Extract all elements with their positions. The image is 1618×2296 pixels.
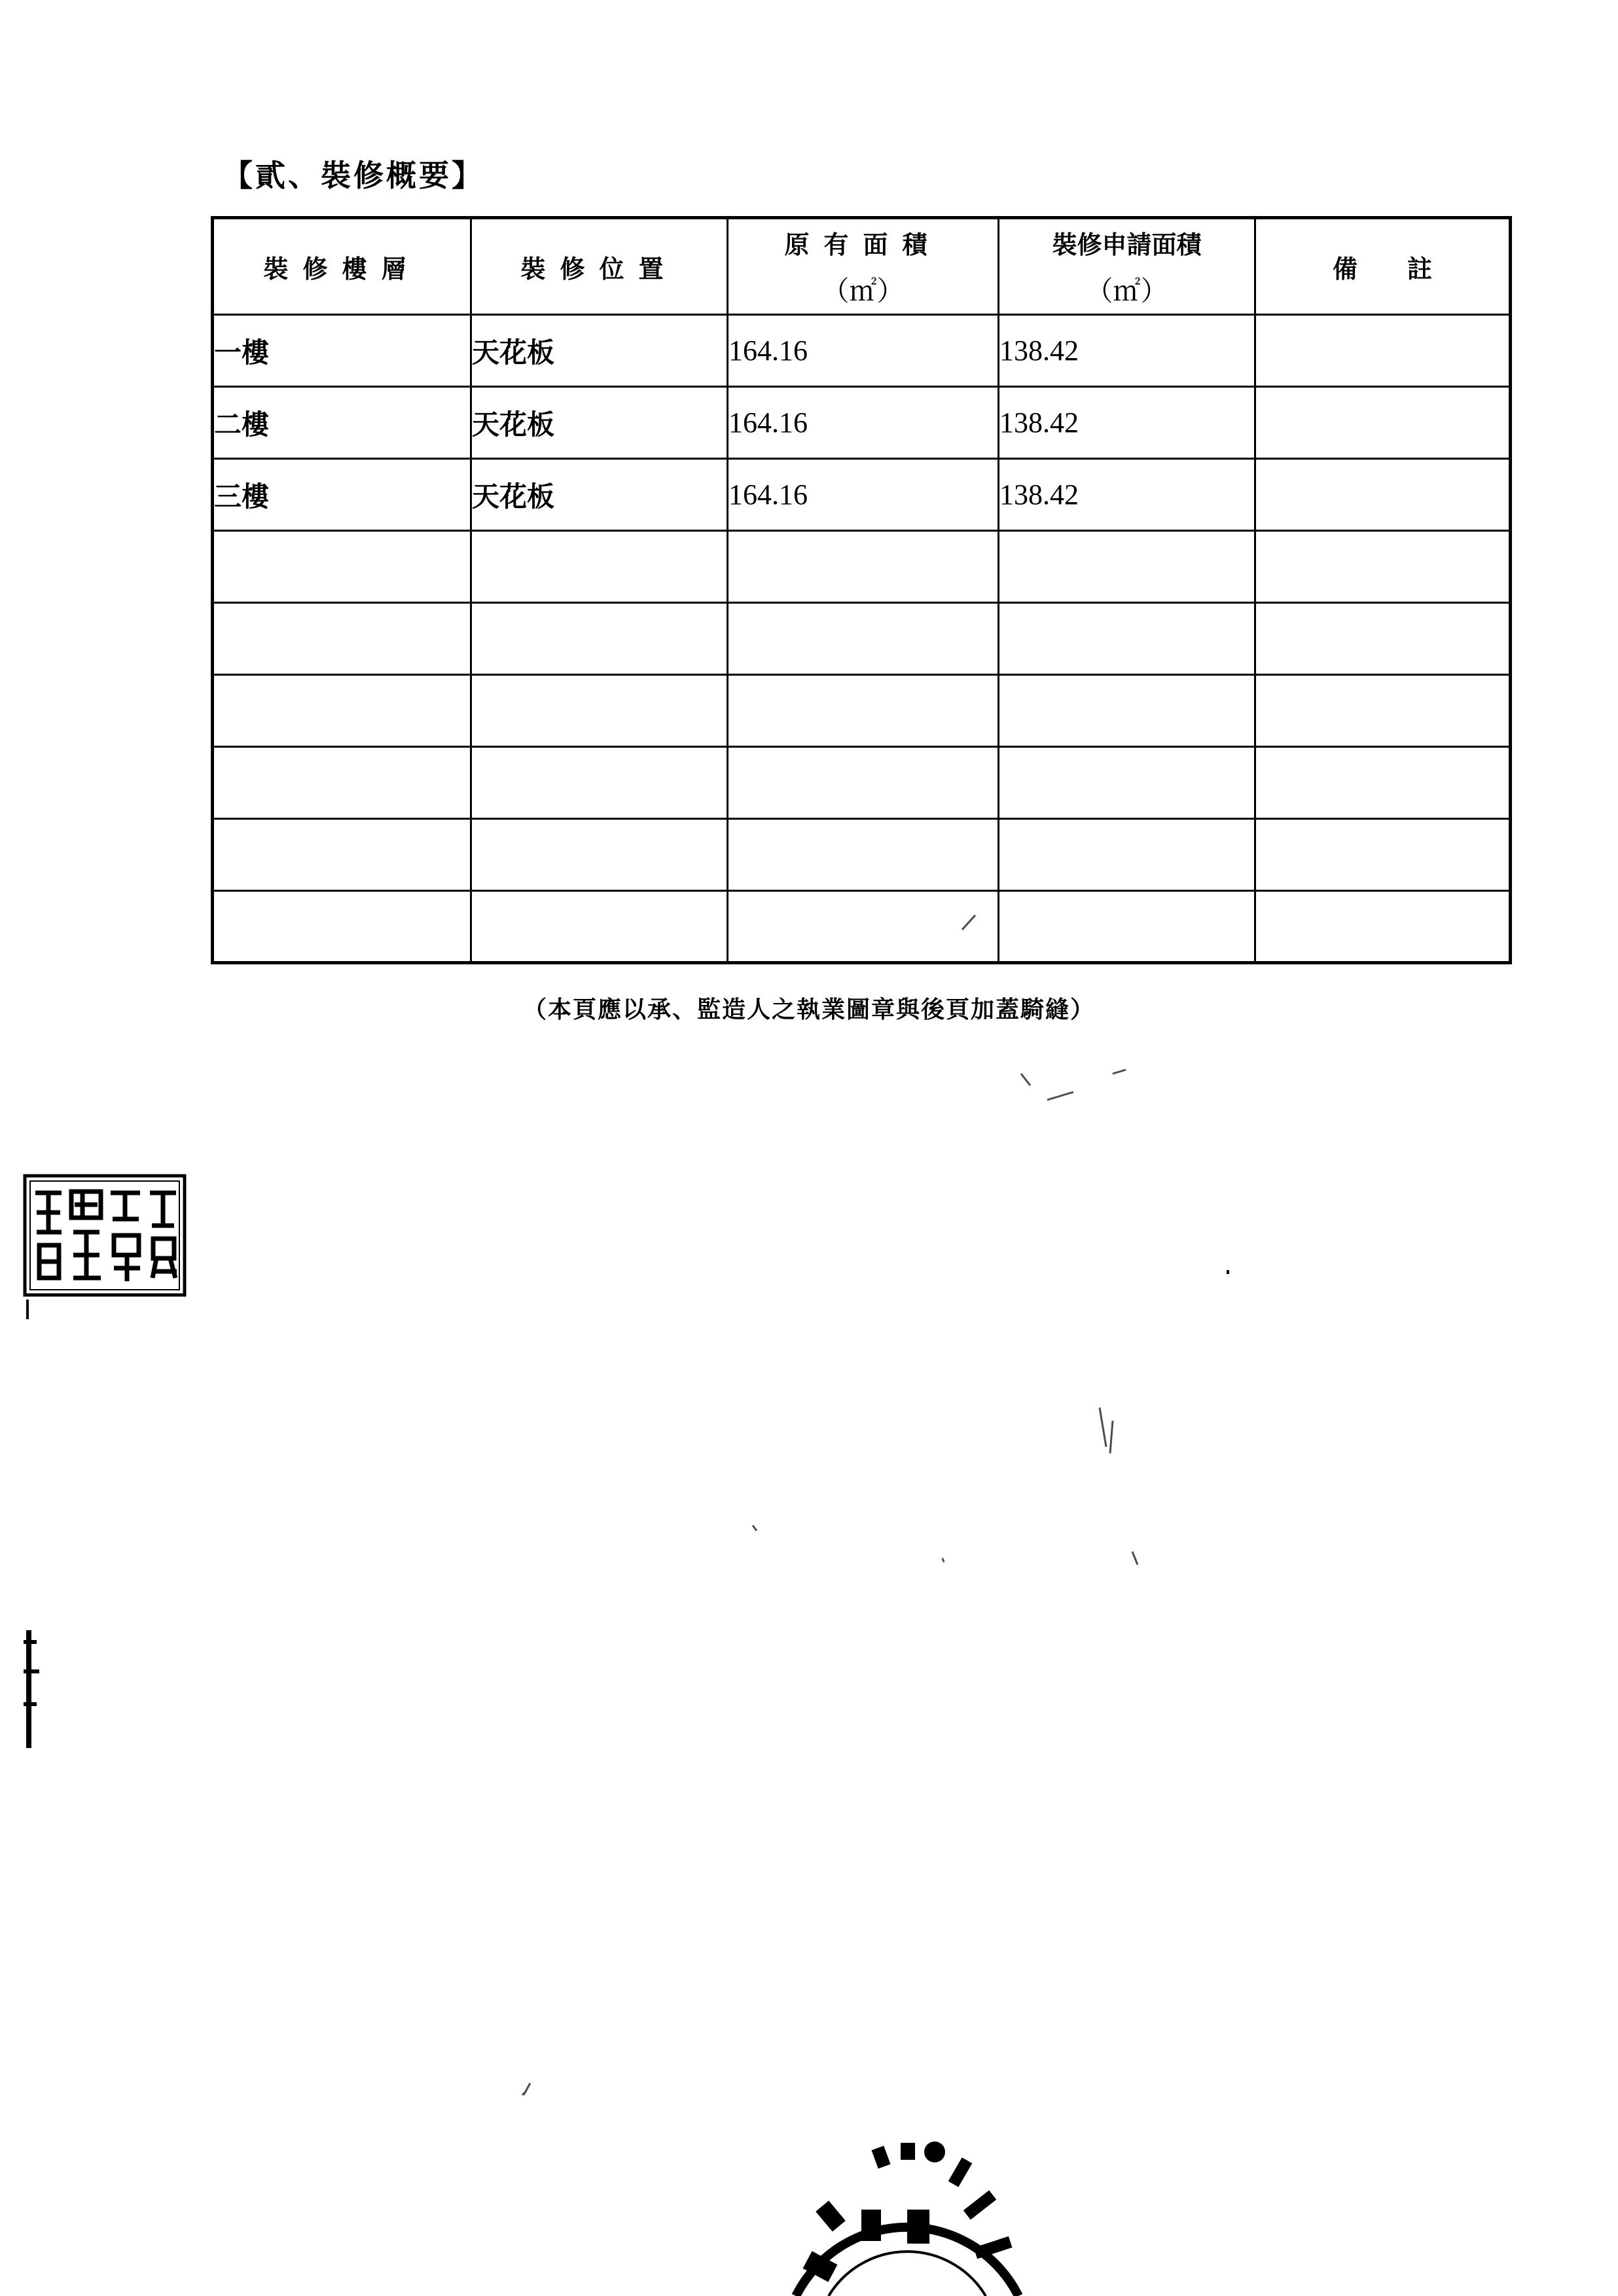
cell-remarks (1255, 891, 1511, 963)
cell-position: 天花板 (471, 315, 728, 387)
cell-remarks (1255, 459, 1511, 531)
cell-floor (213, 675, 471, 747)
header-floor: 裝修樓層 (213, 218, 471, 315)
cell-floor (213, 747, 471, 819)
cell-position (471, 603, 728, 675)
cell-applied-area (999, 819, 1255, 891)
cell-applied-area: 138.42 (999, 387, 1255, 459)
cell-original-area (728, 675, 999, 747)
header-original-area-unit: （㎡） (821, 274, 905, 307)
cell-floor (213, 531, 471, 603)
cell-applied-area: 138.42 (999, 315, 1255, 387)
cell-remarks (1255, 819, 1511, 891)
cell-applied-area (999, 603, 1255, 675)
cell-position (471, 675, 728, 747)
table-row (213, 315, 1511, 387)
cell-position (471, 891, 728, 963)
cell-original-area (728, 891, 999, 963)
cell-original-area (728, 603, 999, 675)
cell-position (471, 747, 728, 819)
cell-floor: 一樓 (213, 315, 471, 387)
table-row (213, 531, 1511, 603)
cell-original-area: 164.16 (728, 387, 999, 459)
practice-seal-stamp (22, 1173, 187, 1298)
renovation-summary-table (211, 216, 1512, 964)
office-seal-stamp (783, 2111, 1032, 2296)
cell-floor (213, 891, 471, 963)
cell-applied-area (999, 891, 1255, 963)
cell-remarks (1255, 387, 1511, 459)
header-original-area: 原有面積 （㎡） (728, 218, 999, 315)
cell-floor: 三樓 (213, 459, 471, 531)
cell-position (471, 531, 728, 603)
cell-original-area (728, 747, 999, 819)
table-row (213, 891, 1511, 963)
cell-position: 天花板 (471, 387, 728, 459)
cell-applied-area (999, 675, 1255, 747)
cell-applied-area (999, 747, 1255, 819)
cell-applied-area (999, 531, 1255, 603)
cell-floor (213, 819, 471, 891)
header-position: 裝修位置 (471, 218, 728, 315)
cell-remarks (1255, 747, 1511, 819)
table-header-row (213, 218, 1511, 315)
cell-floor: 二樓 (213, 387, 471, 459)
table-row (213, 459, 1511, 531)
footnote: （本頁應以承、監造人之執業圖章與後頁加蓋騎縫） (522, 996, 1095, 1023)
cell-original-area: 164.16 (728, 315, 999, 387)
cell-position: 天花板 (471, 459, 728, 531)
table-row (213, 747, 1511, 819)
section-title: 【貳、裝修概要】 (223, 158, 484, 193)
cell-remarks (1255, 675, 1511, 747)
cell-applied-area: 138.42 (999, 459, 1255, 531)
cell-original-area: 164.16 (728, 459, 999, 531)
header-applied-area-unit: （㎡） (1085, 274, 1168, 307)
cell-original-area (728, 531, 999, 603)
cell-floor (213, 603, 471, 675)
cell-remarks (1255, 531, 1511, 603)
cell-original-area (728, 819, 999, 891)
header-remarks: 備 註 (1255, 218, 1511, 315)
cell-remarks (1255, 603, 1511, 675)
table-row (213, 819, 1511, 891)
cell-position (471, 819, 728, 891)
table-row (213, 675, 1511, 747)
table-row (213, 387, 1511, 459)
cell-remarks (1255, 315, 1511, 387)
header-applied-area: 裝修申請面積 （㎡） (999, 218, 1255, 315)
table-row (213, 603, 1511, 675)
